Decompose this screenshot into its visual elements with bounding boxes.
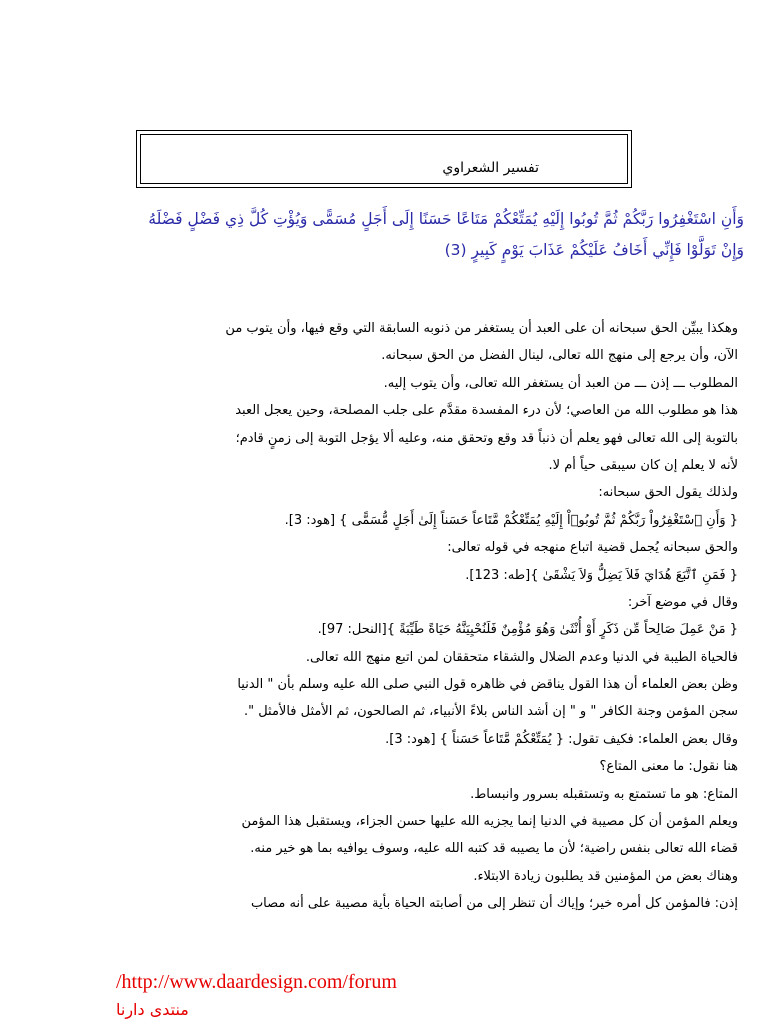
- tafsir-body: [28, 315, 738, 918]
- forum-name: منتدى دارنا: [116, 1000, 189, 1019]
- paragraph-line: وقال في موضع آخر:: [627, 594, 738, 610]
- paragraph-line: ويعلم المؤمن أن كل مصيبة في الدنيا إنما يجزيه الله عليها حسن الجزاء، ويستقبل هذا المؤمن: [241, 814, 738, 830]
- paragraph-line: بالتوبة إلى الله تعالى فهو يعلم أن ذنباً قد وقع وتحقق منه، وعليه ألا يؤجل التوبة إلى زمنٍ قادم؛: [235, 430, 738, 446]
- paragraph-line: هنا نقول: ما معنى المتاع؟: [599, 759, 738, 775]
- paragraph-line: هذا هو مطلوب الله من العاصي؛ لأن درء المفسدة مقدَّم على جلب المصلحة، وحين يعجل العبد: [235, 403, 738, 419]
- paragraph-line: وقال بعض العلماء: فكيف تقول: { يُمَتِّعْكُمْ مَّتَاعاً حَسَناً } [هود: 3].: [385, 731, 738, 747]
- paragraph-line: ولذلك يقول الحق سبحانه:: [598, 485, 738, 501]
- paragraph-line: إذن: فالمؤمن كل أمره خير؛ وإياك أن تنظر إلى من أصابته الحياة بأية مصيبة على أنه مصاب: [250, 896, 738, 912]
- paragraph-line: وهكذا يبيِّن الحق سبحانه أن على العبد أن يستغفر من ذنوبه السابقة التي وقع فيها، وأن يتوب من: [225, 321, 738, 336]
- title-box: [136, 130, 632, 188]
- forum-link[interactable]: /http://www.daardesign.com/forum: [116, 971, 397, 993]
- paragraph-line: المطلوب ـــ إذن ـــ من العبد أن يستغفر الله تعالى، وأن يتوب إليه.: [383, 375, 738, 391]
- paragraph-line: المتاع: هو ما تستمتع به وتستقبله بسرور وانبساط.: [470, 786, 738, 802]
- paragraph-line: والحق سبحانه يُجمل قضية اتباع منهجه في قوله تعالى:: [447, 540, 738, 556]
- title-inner-frame: [140, 134, 628, 184]
- paragraph-line: فالحياة الطيبة في الدنيا وعدم الضلال والشقاء متحققان لمن اتبع منهج الله تعالى.: [305, 649, 738, 665]
- paragraph-line: وظن بعض العلماء أن هذا القول يناقض في ظاهره قول النبي صلى الله عليه وسلم بأن " الدنيا: [237, 677, 738, 693]
- verse-line: وَإِنْ تَوَلَّوْا فَإِنِّي أَخَافُ عَلَيْكُمْ عَذَابَ يَوْمٍ كَبِيرٍ (3): [444, 241, 744, 259]
- paragraph-line: الآن، وأن يرجع إلى منهج الله تعالى، لينال الفضل من الحق سبحانه.: [381, 348, 738, 364]
- quran-quote-line: { وَأَنِ ٱسْتَغْفِرُواْ رَبَّكُمْ ثُمَّ تُوبُوۤاْ إِلَيْهِ يُمَتِّعْكُمْ مَّتَاعاً حَسَناً إِلَىٰ أَجَلٍ مُّسَمًّى } [هود: 3].: [284, 512, 738, 528]
- quran-quote-line: { مَنْ عَمِلَ صَالِحاً مِّن ذَكَرٍ أَوْ أُنْثَىٰ وَهُوَ مُؤْمِنٌ فَلَنُحْيِيَنَّهُ حَيَاةً طَيِّبَةً }[النحل: 97].: [317, 622, 738, 638]
- paragraph-line: سجن المؤمن وجنة الكافر " و " إن أشد الناس بلاءً الأنبياء، ثم الصالحون، ثم الأمثل فالأمثل ".: [243, 704, 738, 720]
- paragraph-line: لأنه لا يعلم إن كان سيبقى حياً أم لا.: [548, 457, 738, 473]
- quran-quote-line: { فَمَنِ ٱتَّبَعَ هُدَايَ فَلاَ يَضِلُّ وَلاَ يَشْقَىٰ }[طه: 123].: [465, 567, 738, 583]
- paragraph-line: قضاء الله تعالى بنفس راضية؛ لأن ما يصيبه قد كتبه الله عليه، وسوف يوافيه بما هو خير منه.: [250, 841, 738, 857]
- page-title: تفسير الشعراوي: [442, 160, 539, 176]
- paragraph-line: وهناك بعض من المؤمنين قد يطلبون زيادة الابتلاء.: [473, 868, 738, 884]
- verse-line: وَأَنِ اسْتَغْفِرُوا رَبَّكُمْ ثُمَّ تُوبُوا إِلَيْهِ يُمَتِّعْكُمْ مَتَاعًا حَسَنًا إِلَى أَجَلٍ مُسَمًّى وَيُؤْتِ كُلَّ ذِي فَضْلٍ فَضْلَهُ: [148, 210, 744, 228]
- quran-verse: [24, 204, 744, 266]
